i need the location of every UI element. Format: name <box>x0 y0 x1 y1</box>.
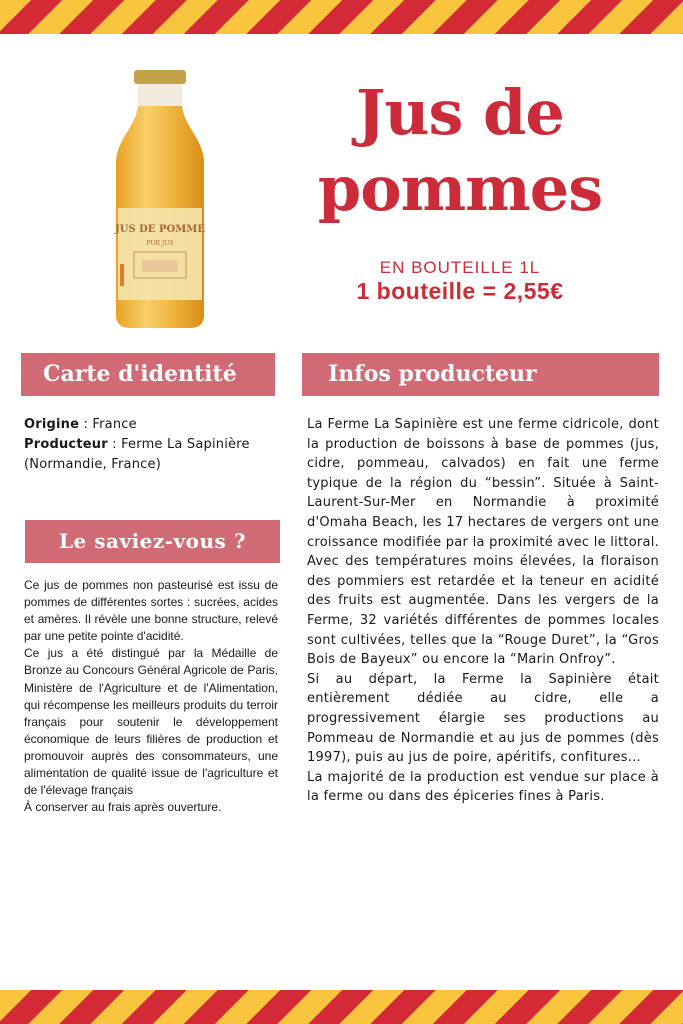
identity-card-details <box>24 415 284 475</box>
did-you-know-paragraph: À conserver au frais après ouverture. <box>24 800 222 815</box>
did-you-know-paragraph: Ce jus de pommes non pasteurisé est issu de pommes de différentes sortes : sucrées, acides et amères. Il révèle une bonne structure, relevé par une petite pointe d'acidité. <box>24 578 278 644</box>
producer-info-paragraph: La majorité de la production est vendue sur place à la ferme ou dans des épiceries fines à Paris. <box>307 769 659 805</box>
origin-label: Origine <box>24 417 80 432</box>
producer-info-paragraph: Si au départ, la Ferme la Sapinière était entièrement dédiée au cidre, elle a progressivement élargie ses productions au Pommeau de Normandie et au jus de pommes (dès 1997), puis au jus de poire, apéritifs, confitures… <box>307 671 659 766</box>
producer-label: Producteur <box>24 437 108 452</box>
did-you-know-text <box>24 577 278 816</box>
format-label: EN BOUTEILLE 1L <box>379 258 541 277</box>
product-title-line2: pommes <box>317 152 603 225</box>
bottle-label-subtext: PUR JUS <box>146 240 174 247</box>
did-you-know-heading: Le saviez-vous ? <box>25 520 280 563</box>
producer-info-text <box>307 415 659 807</box>
top-stripe-border <box>0 0 683 34</box>
producer-info-paragraph: La Ferme La Sapinière est une ferme cidricole, dont la production de boissons à base de pommes (jus, cidre, pommeau, calvados) en fait une ferme typique de la région du “bessin”. Située à Saint-Laurent-Sur-Mer en Normandie à proximité d'Omaha Beach, les 17 hectares de vergers ont une croissance modifiée par la proximité avec le littoral. Avec des températures moins élevées, la floraison des pommiers est retardée et la teneur en acidité des fruits est augmentée. Dans les vergers de la Ferme, 32 variétés différentes de pommes locales sont cultivées, telles que la “Rouge Duret”, la “Gros Bois de Bayeux” ou encore la “Marin Onfroy”. <box>307 417 659 668</box>
producer-info-heading: Infos producteur <box>302 353 659 396</box>
bottle-label-text: JUS DE POMME <box>115 224 205 235</box>
did-you-know-paragraph: Ce jus a été distingué par la Médaille de Bronze au Concours Général Agricole de Paris, Ministère de l'Agriculture et de l'Alimentation, qui récompense les meilleurs produits du terroir français pour soutenir le développement économique de leurs filières de production et promouvoir auprès des consommateurs, une alimentation de qualité issue de l'agriculture et de l'élevage français <box>24 646 278 798</box>
producer-value: : Ferme La Sapinière (Normandie, France) <box>24 437 250 472</box>
bottom-stripe-border <box>0 990 683 1024</box>
product-title: Jus de <box>356 76 564 149</box>
identity-card-heading: Carte d'identité <box>21 353 275 396</box>
bottle-image <box>112 68 208 330</box>
price-label: 1 bouteille = 2,55€ <box>356 278 564 304</box>
origin-value: : France <box>79 417 137 432</box>
